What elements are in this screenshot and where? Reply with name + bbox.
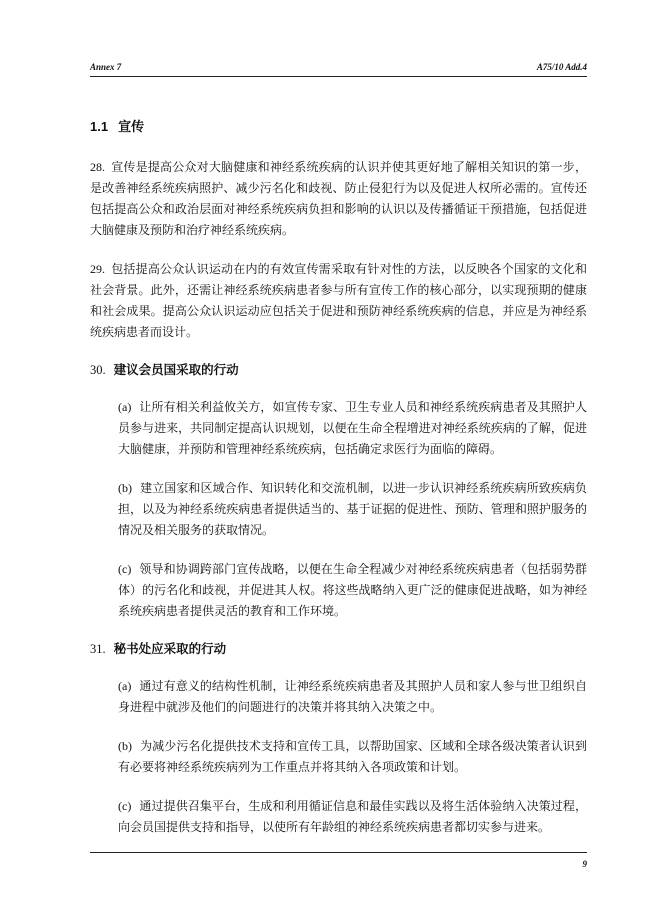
- paragraph-number: 28.: [90, 160, 105, 174]
- section-heading: [90, 118, 587, 137]
- section-number: 1.1: [90, 119, 109, 134]
- paragraph-text: 宣传是提高公众对大脑健康和神经系统疾病的认识并使其更好地了解相关知识的第一步，是改善神经系统疾病照护、减少污名化和歧视、防止侵犯行为以及促进人权所必需的。宣传还包括提高公众和政治层面对神经系统疾病负担和影响的认识以及传播循证干预措施，包括促进大脑健康及预防和治疗神经系统疾病。: [90, 160, 587, 237]
- member-states-item-a: [118, 397, 587, 460]
- section-title: 宣传: [118, 120, 145, 135]
- paragraph-29: [90, 259, 587, 343]
- item-marker: (b): [118, 481, 132, 495]
- paragraph-28: [90, 157, 587, 241]
- page-header: [90, 62, 587, 77]
- item-text: 通过提供召集平台，生成和利用循证信息和最佳实践以及将生活体验纳入决策过程，向会员国提供支持和指导，以使所有年龄组的神经系统疾病患者都切实参与进来。: [118, 799, 587, 834]
- paragraph-number: 29.: [90, 262, 105, 276]
- item-marker: (b): [118, 739, 132, 753]
- secretariat-item-a: [118, 676, 587, 718]
- heading-text: 秘书处应采取的行动: [113, 641, 227, 656]
- header-annex-label: Annex 7: [90, 62, 122, 72]
- secretariat-heading: [90, 640, 587, 658]
- item-text: 建立国家和区域合作、知识转化和交流机制，以进一步认识神经系统疾病所致疾病负担，以及为神经系统疾病患者提供适当的、基于证据的促进性、预防、管理和照护服务的情况及相关服务的获取情况。: [118, 481, 587, 537]
- heading-text: 建议会员国采取的行动: [113, 362, 239, 377]
- item-text: 领导和协调跨部门宣传战略，以便在生命全程减少对神经系统疾病患者（包括弱势群体）的污名化和歧视，并促进其人权。将这些战略纳入更广泛的健康促进战略，如为神经系统疾病患者提供灵活的教育和工作环境。: [118, 562, 587, 618]
- page-content: [90, 118, 587, 856]
- page-footer: [90, 852, 587, 869]
- item-text: 通过有意义的结构性机制，让神经系统疾病患者及其照护人员和家人参与世卫组织自身进程中就涉及他们的问题进行的决策并将其纳入决策之中。: [118, 679, 587, 714]
- item-text: 为减少污名化提供技术支持和宣传工具，以帮助国家、区域和全球各级决策者认识到有必要将神经系统疾病列为工作重点并将其纳入各项政策和计划。: [118, 739, 587, 774]
- secretariat-item-b: [118, 736, 587, 778]
- paragraph-number: 30.: [90, 363, 106, 377]
- paragraph-text: 包括提高公众认识运动在内的有效宣传需采取有针对性的方法，以反映各个国家的文化和社会背景。此外，还需让神经系统疾病患者参与所有宣传工作的核心部分，以实现预期的健康和社会成果。提高公众认识运动应包括关于促进和预防神经系统疾病的信息，并应是为神经系统疾病患者而设计。: [90, 262, 587, 339]
- page-number: 9: [582, 859, 587, 869]
- secretariat-item-c: [118, 796, 587, 838]
- item-text: 让所有相关利益攸关方，如宣传专家、卫生专业人员和神经系统疾病患者及其照护人员参与进来，共同制定提高认识规划，以便在生命全程增进对神经系统疾病的了解，促进大脑健康，并预防和管理神经系统疾病，包括确定求医行为面临的障碍。: [118, 400, 587, 456]
- paragraph-number: 31.: [90, 642, 106, 656]
- member-states-item-c: [118, 559, 587, 622]
- item-marker: (a): [118, 400, 132, 414]
- item-marker: (a): [118, 679, 132, 693]
- item-marker: (c): [118, 562, 132, 576]
- item-marker: (c): [118, 799, 132, 813]
- member-states-item-b: [118, 478, 587, 541]
- member-states-heading: [90, 361, 587, 379]
- header-document-code: A75/10 Add.4: [536, 62, 587, 72]
